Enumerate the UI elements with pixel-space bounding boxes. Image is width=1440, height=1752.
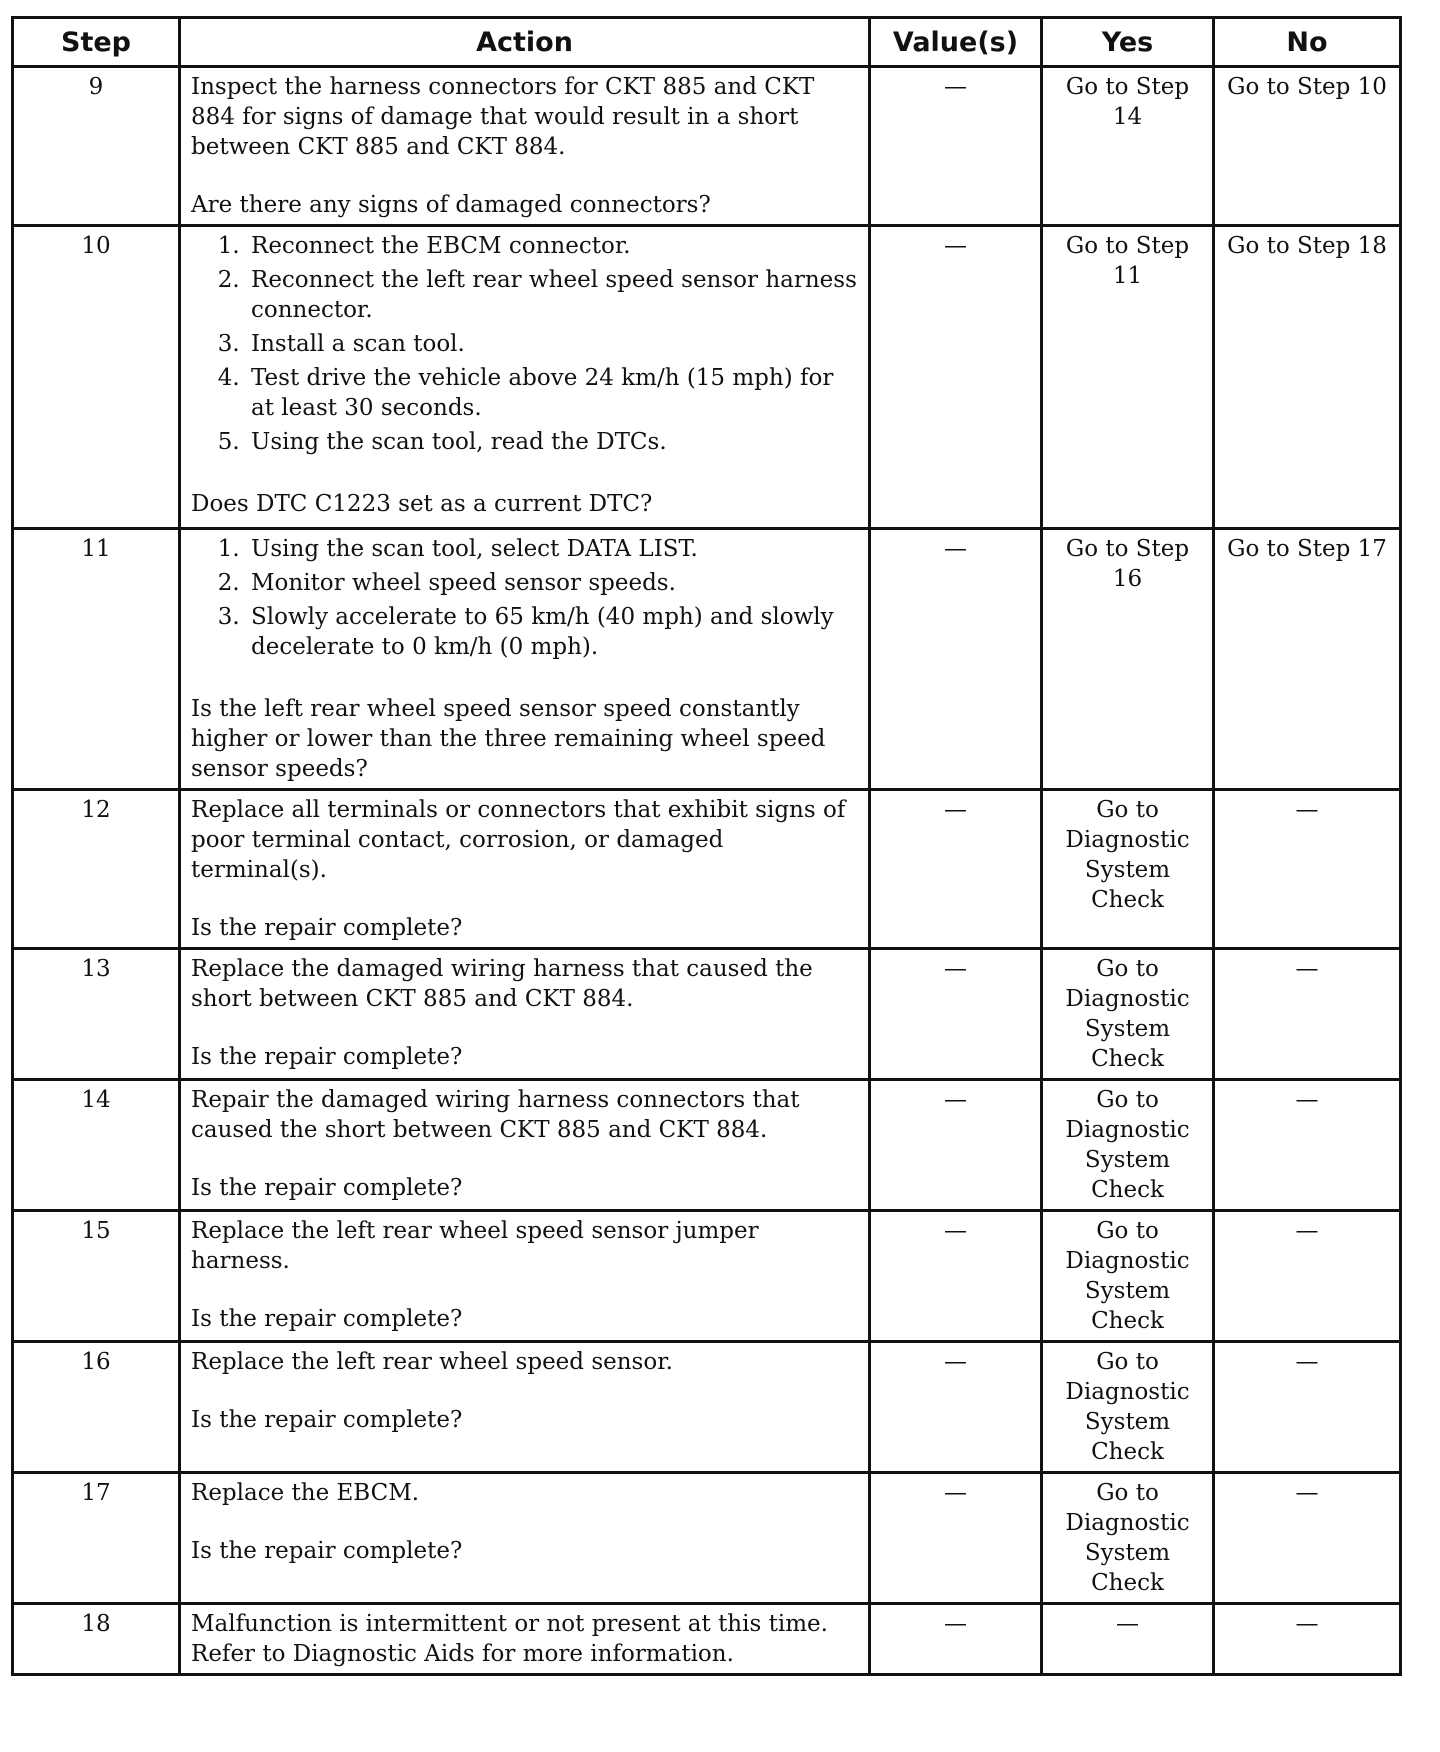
action-text: Replace all terminals or connectors that exhibit signs of poor terminal contact, corrosion, or damaged terminal(s). bbox=[191, 797, 846, 883]
table-row bbox=[13, 949, 1401, 1080]
step-number: 12 bbox=[13, 790, 180, 949]
yes-cell: Go to Diagnostic System Check bbox=[1042, 1342, 1214, 1473]
action-cell bbox=[180, 1080, 870, 1211]
step-number: 10 bbox=[13, 226, 180, 529]
value-cell: — bbox=[870, 1342, 1042, 1473]
no-cell: — bbox=[1214, 1211, 1401, 1342]
no-cell: Go to Step 17 bbox=[1214, 529, 1401, 790]
action-cell bbox=[180, 949, 870, 1080]
yes-cell: Go to Step 14 bbox=[1042, 67, 1214, 226]
table-body bbox=[13, 67, 1401, 1675]
action-text: Repair the damaged wiring harness connectors that caused the short between CKT 885 and CKT 884. bbox=[191, 1087, 800, 1143]
action-cell bbox=[180, 1211, 870, 1342]
action-step-item: 3. Install a scan tool. bbox=[247, 329, 858, 359]
value-cell: — bbox=[870, 1473, 1042, 1604]
header-values: Value(s) bbox=[870, 18, 1042, 67]
yes-cell: Go to Diagnostic System Check bbox=[1042, 949, 1214, 1080]
action-question: Are there any signs of damaged connectors? bbox=[191, 192, 711, 218]
action-cell bbox=[180, 1473, 870, 1604]
step-number: 18 bbox=[13, 1604, 180, 1675]
table-row bbox=[13, 790, 1401, 949]
action-step-item: 3. Slowly accelerate to 65 km/h (40 mph) and slowly decelerate to 0 km/h (0 mph). bbox=[247, 602, 858, 662]
action-text: Malfunction is intermittent or not present at this time. Refer to Diagnostic Aids for more information. bbox=[191, 1611, 828, 1667]
yes-cell: Go to Diagnostic System Check bbox=[1042, 1211, 1214, 1342]
table-row bbox=[13, 1604, 1401, 1675]
header-action: Action bbox=[180, 18, 870, 67]
action-step-item: 1. Reconnect the EBCM connector. bbox=[247, 231, 858, 261]
value-cell: — bbox=[870, 1211, 1042, 1342]
action-text: Replace the left rear wheel speed sensor. bbox=[191, 1349, 673, 1375]
diagnostic-table bbox=[11, 16, 1402, 1676]
action-cell bbox=[180, 226, 870, 529]
step-number: 9 bbox=[13, 67, 180, 226]
value-cell: — bbox=[870, 1604, 1042, 1675]
header-step: Step bbox=[13, 18, 180, 67]
action-steps-list bbox=[191, 534, 858, 662]
value-cell: — bbox=[870, 790, 1042, 949]
yes-cell: Go to Diagnostic System Check bbox=[1042, 1473, 1214, 1604]
step-number: 16 bbox=[13, 1342, 180, 1473]
action-text: Replace the EBCM. bbox=[191, 1480, 420, 1506]
value-cell: — bbox=[870, 226, 1042, 529]
value-cell: — bbox=[870, 949, 1042, 1080]
yes-cell: Go to Step 16 bbox=[1042, 529, 1214, 790]
table-row bbox=[13, 1211, 1401, 1342]
action-cell bbox=[180, 1342, 870, 1473]
table-row bbox=[13, 226, 1401, 529]
action-step-item: 2. Monitor wheel speed sensor speeds. bbox=[247, 568, 858, 598]
no-cell: Go to Step 10 bbox=[1214, 67, 1401, 226]
action-step-item: 5. Using the scan tool, read the DTCs. bbox=[247, 427, 858, 457]
no-cell: — bbox=[1214, 790, 1401, 949]
action-step-item: 1. Using the scan tool, select DATA LIST. bbox=[247, 534, 858, 564]
table-row bbox=[13, 1342, 1401, 1473]
action-step-item: 2. Reconnect the left rear wheel speed sensor harness connector. bbox=[247, 265, 858, 325]
step-number: 14 bbox=[13, 1080, 180, 1211]
table-row bbox=[13, 529, 1401, 790]
action-question: Is the repair complete? bbox=[191, 1044, 463, 1070]
action-cell bbox=[180, 67, 870, 226]
step-number: 15 bbox=[13, 1211, 180, 1342]
action-text: Replace the damaged wiring harness that caused the short between CKT 885 and CKT 884. bbox=[191, 956, 813, 1012]
no-cell: — bbox=[1214, 949, 1401, 1080]
header-yes: Yes bbox=[1042, 18, 1214, 67]
no-cell: — bbox=[1214, 1604, 1401, 1675]
action-question: Is the left rear wheel speed sensor speed constantly higher or lower than the three remaining wheel speed sensor speeds? bbox=[191, 696, 826, 782]
action-text: Replace the left rear wheel speed sensor jumper harness. bbox=[191, 1218, 759, 1274]
yes-cell: Go to Step 11 bbox=[1042, 226, 1214, 529]
action-step-item: 4. Test drive the vehicle above 24 km/h (15 mph) for at least 30 seconds. bbox=[247, 363, 858, 423]
step-number: 11 bbox=[13, 529, 180, 790]
action-question: Is the repair complete? bbox=[191, 1175, 463, 1201]
value-cell: — bbox=[870, 529, 1042, 790]
step-number: 13 bbox=[13, 949, 180, 1080]
no-cell: — bbox=[1214, 1080, 1401, 1211]
action-cell bbox=[180, 790, 870, 949]
action-cell bbox=[180, 1604, 870, 1675]
step-number: 17 bbox=[13, 1473, 180, 1604]
action-question: Is the repair complete? bbox=[191, 915, 463, 941]
no-cell: Go to Step 18 bbox=[1214, 226, 1401, 529]
yes-cell: — bbox=[1042, 1604, 1214, 1675]
no-cell: — bbox=[1214, 1473, 1401, 1604]
value-cell: — bbox=[870, 1080, 1042, 1211]
header-row bbox=[13, 18, 1401, 67]
action-question: Is the repair complete? bbox=[191, 1306, 463, 1332]
action-cell bbox=[180, 529, 870, 790]
yes-cell: Go to Diagnostic System Check bbox=[1042, 790, 1214, 949]
table-row bbox=[13, 1080, 1401, 1211]
table-row bbox=[13, 1473, 1401, 1604]
action-question: Is the repair complete? bbox=[191, 1407, 463, 1433]
yes-cell: Go to Diagnostic System Check bbox=[1042, 1080, 1214, 1211]
header-no: No bbox=[1214, 18, 1401, 67]
table-row bbox=[13, 67, 1401, 226]
action-steps-list bbox=[191, 231, 858, 457]
value-cell: — bbox=[870, 67, 1042, 226]
action-question: Is the repair complete? bbox=[191, 1538, 463, 1564]
action-text: Inspect the harness connectors for CKT 885 and CKT 884 for signs of damage that would result in a short between CKT 885 and CKT 884. bbox=[191, 74, 815, 160]
action-question: Does DTC C1223 set as a current DTC? bbox=[191, 491, 653, 517]
no-cell: — bbox=[1214, 1342, 1401, 1473]
